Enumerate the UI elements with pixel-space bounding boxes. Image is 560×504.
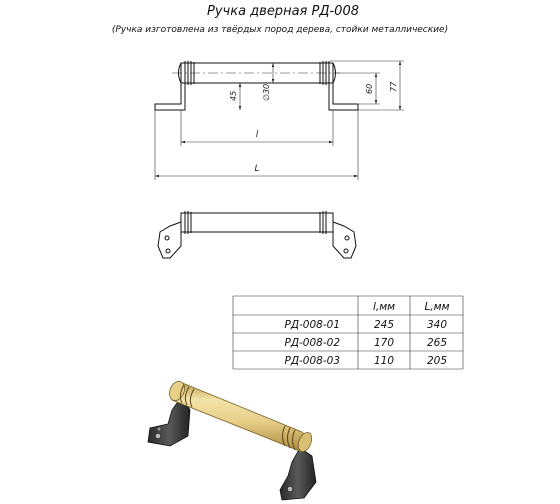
screw-hole [287, 486, 292, 491]
table-cell-L: 205 [426, 355, 448, 367]
screw-hole [155, 433, 160, 438]
table-cell-model: РД-008-01 [284, 319, 340, 331]
screw-hole [345, 236, 349, 240]
top-view [158, 211, 356, 258]
dim-45-label: 45 [229, 90, 238, 101]
table-cell-l: 170 [373, 337, 395, 349]
table-cell-L: 265 [426, 337, 448, 349]
table-header-L: L,мм [424, 301, 450, 313]
size-table [233, 296, 463, 369]
front-view [155, 61, 404, 180]
dim-diam30-label: ∅30 [262, 83, 271, 101]
handle-3d-render [148, 379, 316, 500]
dim-l-label: l [255, 130, 259, 140]
wooden-rod [170, 382, 307, 452]
left-leg [155, 73, 185, 110]
right-bracket [280, 448, 316, 500]
screw-hole [157, 427, 161, 431]
handle-rod-top [181, 213, 333, 232]
dim-77-label: 77 [389, 81, 398, 92]
table-cell-model: РД-008-02 [284, 337, 340, 349]
dim-L-label: L [254, 164, 260, 174]
table-cell-l: 245 [373, 319, 395, 331]
table-header-l: l,мм [372, 301, 396, 313]
table-cell-L: 340 [426, 319, 448, 331]
dim-60-label: 60 [365, 83, 374, 94]
screw-hole [166, 249, 170, 253]
drawing-subtitle: (Ручка изготовлена из твёрдых пород дерева, стойки металлические) [111, 25, 449, 35]
drawing-title: Ручка дверная РД-008 [207, 4, 359, 19]
right-leg [329, 73, 358, 110]
screw-hole [165, 236, 169, 240]
table-cell-l: 110 [373, 355, 395, 367]
screw-hole [344, 249, 348, 253]
table-cell-model: РД-008-03 [284, 355, 340, 367]
